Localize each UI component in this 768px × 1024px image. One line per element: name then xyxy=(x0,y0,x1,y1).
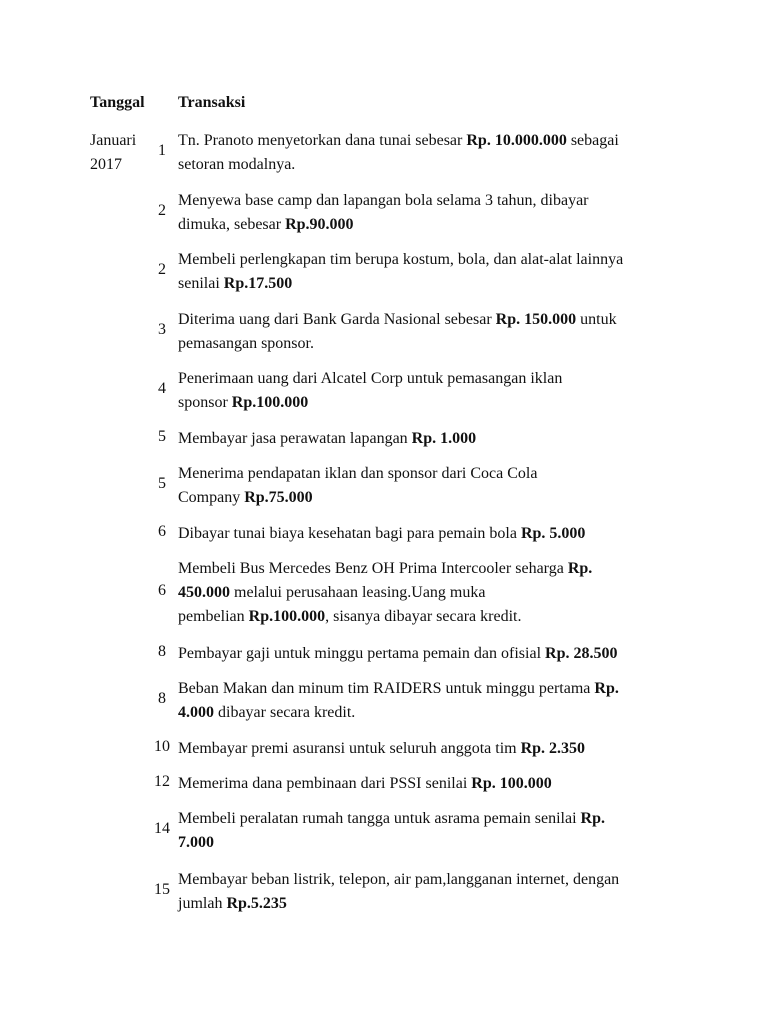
amount: 450.000 xyxy=(178,584,230,601)
transaction-day: 1 xyxy=(158,142,166,159)
amount: Rp. 28.500 xyxy=(545,645,618,662)
amount: Rp. xyxy=(567,560,593,577)
transaction-day: 2 xyxy=(158,261,166,278)
amount: Rp. 100.000 xyxy=(471,775,552,792)
transaction-text: Pembayar gaji untuk minggu pertama pemain dan ofisial Rp. 28.500 xyxy=(178,645,618,662)
transaction-row xyxy=(0,807,768,855)
transaction-text: Membeli perlengkapan tim berupa kostum, bola, dan alat-alat lainnya senilai Rp.17.500 xyxy=(178,251,624,292)
transaction-row xyxy=(0,868,768,916)
transaction-row xyxy=(0,462,768,510)
amount: Rp. 2.350 xyxy=(520,740,586,757)
header-transaction: Transaksi xyxy=(178,94,246,111)
transaction-text: Membeli peralatan rumah tangga untuk asrama pemain senilai Rp. 7.000 xyxy=(178,810,605,851)
transaction-day: 6 xyxy=(158,523,166,540)
transaction-text: Membayar premi asuransi untuk seluruh anggota tim Rp. 2.350 xyxy=(178,740,586,757)
transaction-text: Menyewa base camp dan lapangan bola selama 3 tahun, dibayar dimuka, sebesar Rp.90.000 xyxy=(178,192,589,233)
transaction-day: 8 xyxy=(158,643,166,660)
transaction-row xyxy=(0,522,768,546)
transaction-row xyxy=(0,557,768,629)
amount: 7.000 xyxy=(178,834,214,851)
transaction-text: Menerima pendapatan iklan dan sponsor dari Coca Cola Company Rp.75.000 xyxy=(178,465,538,506)
transaction-day: 5 xyxy=(158,428,166,445)
transaction-day: 4 xyxy=(158,380,166,397)
transaction-text: Beban Makan dan minum tim RAIDERS untuk minggu pertama Rp. 4.000 dibayar secara kredit. xyxy=(178,680,619,721)
transaction-day: 2 xyxy=(158,202,166,219)
amount: Rp. 5.000 xyxy=(520,525,586,542)
header-date: Tanggal xyxy=(90,94,145,111)
month-year: 2017 xyxy=(90,156,122,173)
transaction-day: 5 xyxy=(158,475,166,492)
amount: Rp.100.000 xyxy=(231,394,309,411)
transaction-row xyxy=(0,248,768,296)
transaction-day: 6 xyxy=(158,582,166,599)
amount: Rp.17.500 xyxy=(223,275,293,292)
transaction-row xyxy=(0,677,768,725)
transaction-day: 3 xyxy=(158,321,166,338)
month-name: Januari xyxy=(90,132,137,149)
transaction-row xyxy=(0,189,768,237)
amount: Rp.100.000 xyxy=(248,608,326,625)
transaction-row xyxy=(0,737,768,761)
amount: Rp. 1.000 xyxy=(411,430,477,447)
transaction-day: 10 xyxy=(154,738,170,755)
transaction-row xyxy=(0,129,768,177)
amount: Rp. 10.000.000 xyxy=(466,132,567,149)
transaction-row xyxy=(0,367,768,415)
amount: 4.000 xyxy=(178,704,214,721)
transaction-row xyxy=(0,642,768,666)
transaction-text: Dibayar tunai biaya kesehatan bagi para pemain bola Rp. 5.000 xyxy=(178,525,586,542)
transaction-day: 12 xyxy=(154,773,170,790)
amount: Rp. xyxy=(594,680,619,697)
transaction-day: 14 xyxy=(154,820,170,837)
transaction-day: 15 xyxy=(154,881,170,898)
transaction-text: Membayar jasa perawatan lapangan Rp. 1.000 xyxy=(178,430,477,447)
transaction-row xyxy=(0,427,768,451)
transaction-row xyxy=(0,308,768,356)
amount: Rp.90.000 xyxy=(285,216,354,233)
amount: Rp. xyxy=(580,810,605,827)
amount: Rp. 150.000 xyxy=(495,311,577,328)
transaction-row xyxy=(0,772,768,796)
amount: Rp.75.000 xyxy=(244,489,313,506)
transaction-text: Membayar beban listrik, telepon, air pam,langganan internet, dengan jumlah Rp.5.235 xyxy=(178,871,620,912)
transaction-day: 8 xyxy=(158,690,166,707)
amount: Rp.5.235 xyxy=(226,895,287,912)
transaction-text: Membeli Bus Mercedes Benz OH Prima Intercooler seharga Rp. 450.000 melalui perusahaan leasing.Uang muka pembelian Rp.100.000, sisanya dibayar secara kredit. xyxy=(178,560,593,625)
transaction-text: Memerima dana pembinaan dari PSSI senilai Rp. 100.000 xyxy=(178,775,552,792)
transaction-text: Penerimaan uang dari Alcatel Corp untuk pemasangan iklan sponsor Rp.100.000 xyxy=(178,370,563,411)
transaction-text: Diterima uang dari Bank Garda Nasional sebesar Rp. 150.000 untuk pemasangan sponsor. xyxy=(178,311,617,352)
transaction-text: Tn. Pranoto menyetorkan dana tunai sebesar Rp. 10.000.000 sebagai setoran modalnya. xyxy=(178,132,619,173)
